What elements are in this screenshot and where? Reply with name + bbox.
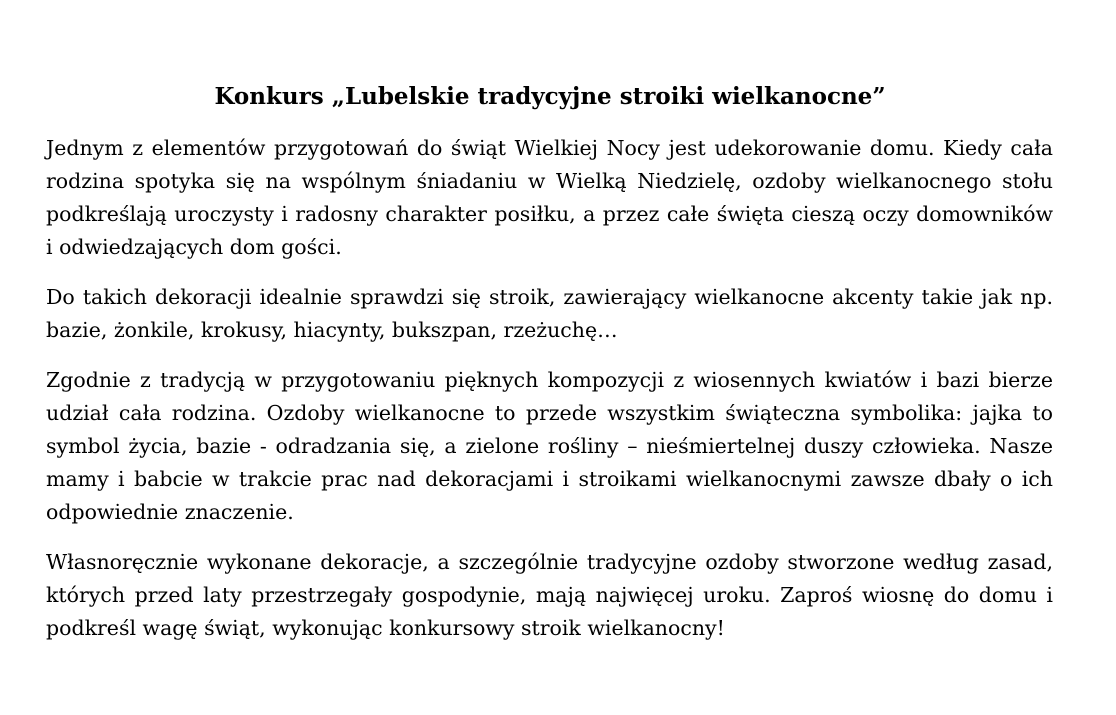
paragraph-3: Zgodnie z tradycją w przygotowaniu pięknych kompozycji z wiosennych kwiatów i bazi bierze udział cała rodzina. Ozdoby wielkanocne to przede wszystkim świąteczna symbolika: jajka to symbol życia, bazie - odradzania się, a zielone rośliny – nieśmiertelnej duszy człowieka. Nasze mamy i babcie w trakcie prac nad dekoracjami i stroikami wielkanocnymi zawsze dbały o ich odpowiednie znaczenie. <box>46 368 1053 524</box>
paragraph-2: Do takich dekoracji idealnie sprawdzi się stroik, zawierający wielkanocne akcenty takie jak np. bazie, żonkile, krokusy, hiacynty, bukszpan, rzeżuchę… <box>46 285 1053 342</box>
document-title: Konkurs „Lubelskie tradycyjne stroiki wielkanocne” <box>214 83 886 110</box>
paragraph-1: Jednym z elementów przygotowań do świąt Wielkiej Nocy jest udekorowanie domu. Kiedy cała rodzina spotyka się na wspólnym śniadaniu w Wielką Niedzielę, ozdoby wielkanocnego stołu podkreślają uroczysty i radosny charakter posiłku, a przez całe święta cieszą oczy domowników i odwiedzających dom gości. <box>46 136 1053 259</box>
document-body <box>46 132 1053 645</box>
paragraph-4: Własnoręcznie wykonane dekoracje, a szczególnie tradycyjne ozdoby stworzone według zasad, których przed laty przestrzegały gospodynie, mają najwięcej uroku. Zaproś wiosnę do domu i podkreśl wagę świąt, wykonując konkursowy stroik wielkanocny! <box>46 550 1053 640</box>
